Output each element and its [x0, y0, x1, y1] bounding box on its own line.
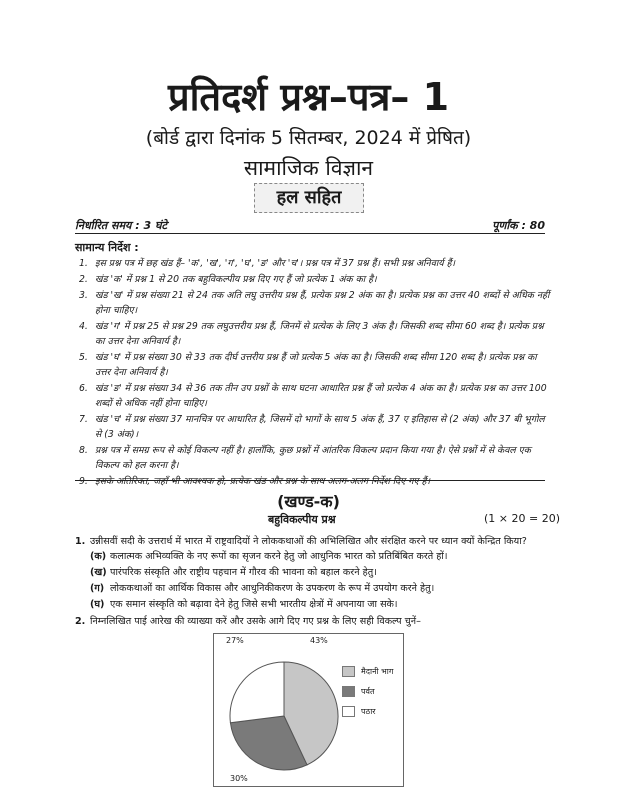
instruction-number: 2. [79, 274, 88, 285]
legend-swatch [342, 706, 355, 717]
mcq-heading: बहुविकल्पीय प्रश्न [268, 513, 336, 526]
instruction-item [75, 474, 550, 489]
option-label: (ख) [90, 567, 107, 578]
pie-slice [230, 662, 284, 723]
instruction-text: खंड 'च' में प्रश्न संख्या 37 मानचित्र पर आधारित है, जिसमें दो भागों के साथ 5 अंक हैं, 37 ए इतिहास से (2 अंक) और 37 बी भूगोल से (3 अंक)। [95, 414, 545, 440]
legend-item [342, 666, 393, 677]
section-title: (खण्ड-क) [277, 492, 340, 511]
divider [75, 233, 545, 234]
question-number: 2. [75, 616, 86, 627]
option-label: (घ) [90, 599, 105, 610]
option-b [90, 566, 560, 580]
page-subtitle: (बोर्ड द्वारा दिनांक 5 सितम्बर, 2024 में प्रेषित) [145, 127, 472, 149]
pie-slice-value-label: 27% [226, 636, 244, 645]
legend-item [342, 706, 376, 717]
option-label: (ग) [90, 583, 105, 594]
legend-swatch [342, 666, 355, 677]
instruction-number: 7. [79, 414, 88, 425]
instruction-text: खंड 'ग' में प्रश्न 25 से प्रश्न 29 तक लघुउत्तरीय प्रश्न हैं, जिनमें से प्रत्येक के लिए 3 अंक है। जिसकी शब्द सीमा 60 शब्द है। प्रत्येक प्रश्न का उत्तर देना अनिवार्य है। [95, 321, 544, 347]
instruction-item [75, 412, 550, 442]
option-text: पारंपरिक संस्कृति और राष्ट्रीय पहचान में गौरव की भावना को बहाल करने हेतु। [110, 567, 377, 578]
instruction-text: खंड 'क' में प्रश्न 1 से 20 तक बहुविकल्पीय प्रश्न दिए गए हैं जो प्रत्येक 1 अंक का है। [95, 274, 377, 285]
instruction-item [75, 256, 550, 271]
instruction-number: 8. [79, 445, 88, 456]
instruction-number: 3. [79, 290, 88, 301]
question-text: निम्नलिखित पाई आरेख की व्याख्या करें और उसके आगे दिए गए प्रश्न के लिए सही विकल्प चुनें– [90, 616, 421, 627]
legend-label: पर्वत [361, 687, 375, 696]
instructions-heading: सामान्य निर्देश : [75, 241, 139, 254]
page-title: प्रतिदर्श प्रश्न–पत्र– 1 [167, 75, 450, 119]
meta-row [75, 218, 545, 233]
instruction-text: इसके अतिरिक्त, जहाँ भी आवश्यक हो, प्रत्येक खंड और प्रश्न के साथ अलग-अलग निर्देश दिए गए हैं। [95, 476, 430, 487]
instructions-list [75, 256, 550, 490]
instruction-text: प्रश्न पत्र में समग्र रूप से कोई विकल्प नहीं है। हालाँकि, कुछ प्रश्नों में आंतरिक विकल्प प्रदान किया गया है। ऐसे प्रश्नों में से केवल एक विकल्प को हल करना है। [95, 445, 531, 471]
question-1 [75, 535, 555, 549]
option-d [90, 598, 560, 612]
instruction-text: खंड 'ख' में प्रश्न संख्या 21 से 24 तक अति लघु उत्तरीय प्रश्न हैं, प्रत्येक प्रश्न 2 अंक का है। प्रत्येक प्रश्न का उत्तर 40 शब्दों से अधिक नहीं होना चाहिए। [95, 290, 550, 316]
question-2 [75, 615, 555, 629]
instruction-text: इस प्रश्न पत्र में छह खंड हैं– 'क', 'ख', 'ग', 'घ', 'ङ' और 'च'। प्रश्न पत्र में 37 प्रश्न हैं। सभी प्रश्न अनिवार्य हैं। [95, 258, 456, 269]
legend-label: पठार [361, 707, 376, 716]
question-number: 1. [75, 536, 86, 547]
option-label: (क) [90, 551, 107, 562]
legend-swatch [342, 686, 355, 697]
instruction-item [75, 319, 550, 349]
instruction-item [75, 272, 550, 287]
subject-name: सामाजिक विज्ञान [243, 156, 374, 180]
question-text: उन्नीसवीं सदी के उत्तरार्ध में भारत में राष्ट्रवादियों ने लोककथाओं की अभिलिखित और संरक्षित करने पर ध्यान क्यों केन्द्रित किया? [90, 536, 527, 547]
legend-label: मैदानी भाग [361, 667, 394, 676]
instruction-number: 4. [79, 321, 88, 332]
pie-chart-frame [213, 633, 404, 787]
instruction-number: 1. [79, 258, 88, 269]
full-marks: पूर्णांक : 80 [492, 219, 545, 232]
section-marks: (1 × 20 = 20) [484, 512, 560, 525]
option-text: एक समान संस्कृति को बढ़ावा देने हेतु जिसे सभी भारतीय क्षेत्रों में अपनाया जा सके। [110, 599, 398, 610]
instruction-text: खंड 'ङ' में प्रश्न संख्या 34 से 36 तक तीन उप प्रश्नों के साथ घटना आधारित प्रश्न हैं जो प्रत्येक 4 अंक का है। प्रत्येक प्रश्न का उत्तर 100 शब्दों से अधिक नहीं होना चाहिए। [95, 383, 547, 409]
legend-item [342, 686, 375, 697]
instruction-number: 9. [79, 476, 88, 487]
instruction-text: खंड 'घ' में प्रश्न संख्या 30 से 33 तक दीर्घ उत्तरीय प्रश्न हैं जो प्रत्येक 5 अंक का है। जिसकी शब्द सीमा 120 शब्द है। प्रत्येक प्रश्न का उत्तर देना अनिवार्य है। [95, 352, 537, 378]
time-allowed: निर्धारित समय : 3 घंटे [75, 219, 167, 232]
option-c [90, 582, 560, 596]
instruction-item [75, 443, 550, 473]
divider [75, 480, 545, 481]
option-a [90, 550, 560, 564]
option-text: कलात्मक अभिव्यक्ति के नए रूपों का सृजन करने हेतु जो आधुनिक भारत को प्रतिबिंबित करते हों। [110, 551, 448, 562]
instruction-number: 5. [79, 352, 88, 363]
option-text: लोककथाओं का आर्थिक विकास और आधुनिकीकरण के उपकरण के रूप में उपयोग करने हेतु। [110, 583, 435, 594]
instruction-number: 6. [79, 383, 88, 394]
pie-slice-value-label: 30% [230, 774, 248, 783]
pie-slice-value-label: 43% [310, 636, 328, 645]
instruction-item [75, 288, 550, 318]
solved-label: हल सहित [254, 183, 364, 213]
instruction-item [75, 350, 550, 380]
instruction-item [75, 381, 550, 411]
